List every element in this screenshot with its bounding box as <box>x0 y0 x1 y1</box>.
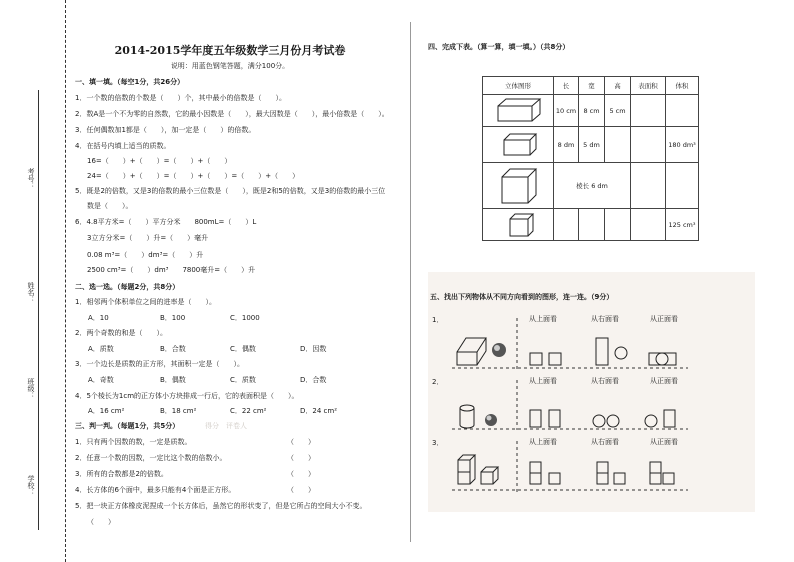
s1-item-4: 4．在括号内填上适当的质数。 <box>75 142 171 150</box>
s2-q4-opt-c: C．22 cm² <box>230 407 267 415</box>
s3-paren-3: （ ） <box>287 470 315 478</box>
s5-g2-right-label: 从右面看 <box>591 377 619 385</box>
label-exam-number: 考号： <box>27 168 35 189</box>
page-title: 2014-2015学年度五年级数学三月份月考试卷 <box>114 44 346 57</box>
s5-g2-top-label: 从上面看 <box>529 377 557 385</box>
s3-item-4: 4．长方体的6个面中，最多只能有4个面是正方形。 <box>75 486 236 494</box>
faint-score-mark: 得分 评卷人 <box>205 422 247 430</box>
s5-g3-right-label: 从右面看 <box>591 438 619 446</box>
s2-q3-opt-b: B．偶数 <box>160 376 186 384</box>
th-volume: 体积 <box>666 77 699 95</box>
s1-item-3: 3．任何偶数加1都是（ ），加一定是（ ）的倍数。 <box>75 126 256 134</box>
r1-width: 8 cm <box>579 95 605 127</box>
label-class: 班级： <box>27 378 35 399</box>
s3-item-2: 2．任意一个数的因数，一定比这个数的倍数小。 <box>75 454 227 462</box>
label-school: 学校： <box>27 475 35 496</box>
s2-q4-opt-d: D．24 cm² <box>300 407 337 415</box>
s5-g1-top-label: 从上面看 <box>529 315 557 323</box>
s2-q1-opt-c: C．1000 <box>230 314 260 322</box>
s2-q2: 2．两个奇数的和是（ ）。 <box>75 329 167 337</box>
s3-paren-1: （ ） <box>287 438 315 446</box>
r2-length: 8 dm <box>554 127 579 163</box>
s1-item-6b: 3立方分米=（ ）升=（ ）毫升 <box>87 234 209 242</box>
th-surface: 表面积 <box>631 77 666 95</box>
s3-paren-4: （ ） <box>287 486 315 494</box>
s2-q3-opt-c: C．质数 <box>230 376 256 384</box>
s1-item-4a: 16=（ ）+（ ）=（ ）+（ ） <box>87 157 232 165</box>
s3-item-3: 3．所有的合数都是2的倍数。 <box>75 470 168 478</box>
s2-q4-opt-b: B．18 cm² <box>160 407 197 415</box>
s1-item-6c: 0.08 m³=（ ）dm³=（ ）升 <box>87 251 204 259</box>
r2-width: 5 dm <box>579 127 605 163</box>
s2-q1: 1．相邻两个体积单位之间的进率是（ ）。 <box>75 298 216 306</box>
s2-q3: 3．一个边长是质数的正方形，其面积一定是（ ）。 <box>75 360 244 368</box>
section4-heading: 四、完成下表。（算一算，填一填。）（共8分） <box>428 43 570 51</box>
s2-q1-opt-b: B．100 <box>160 314 186 322</box>
label-name: 姓名： <box>27 282 35 303</box>
th-figure: 立体图形 <box>483 77 554 95</box>
s3-item-1: 1．只有两个因数的数，一定是质数。 <box>75 438 192 446</box>
s1-item-2: 2．数A是一个不为零的自然数，它的最小因数是（ ），最大因数是（ ），最小倍数是（ ）。 <box>75 110 389 118</box>
r1-height: 5 cm <box>605 95 631 127</box>
s1-item-5: 5．既是2的倍数，又是3的倍数的最小三位数是（ ），既是2和5的倍数，又是3的倍数的最小三位 <box>75 187 386 195</box>
s5-group2-num: 2． <box>432 378 444 386</box>
s5-g1-right-label: 从右面看 <box>591 315 619 323</box>
s2-q4: 4．5个棱长为1cm的正方体小方块排成一行后，它的表面积是（ ）。 <box>75 392 299 400</box>
s5-g1-front-label: 从正面看 <box>650 315 678 323</box>
th-height: 高 <box>605 77 631 95</box>
r2-volume: 180 dm³ <box>666 127 699 163</box>
s2-q1-opt-a: A．10 <box>88 314 109 322</box>
s2-q2-opt-d: D．因数 <box>300 345 327 353</box>
s2-q2-opt-b: B．合数 <box>160 345 186 353</box>
s5-group1-num: 1． <box>432 316 444 324</box>
section3-heading: 三、判一判。（每题1分，共5分） <box>75 422 180 430</box>
s3-paren-5: （ ） <box>87 518 115 526</box>
s3-paren-2: （ ） <box>287 454 315 462</box>
section1-heading: 一、填一填。（每空1分，共26分） <box>75 78 185 86</box>
r1-length: 10 cm <box>554 95 579 127</box>
s5-g3-front-label: 从正面看 <box>650 438 678 446</box>
s2-q3-opt-a: A．奇数 <box>88 376 114 384</box>
s1-item-6: 6．4.8平方米=（ ）平方分米 800mL=（ ）L <box>75 218 257 226</box>
s2-q3-opt-d: D．合数 <box>300 376 327 384</box>
r3-edge: 棱长 6 dm <box>554 163 631 209</box>
s3-item-5: 5．把一块正方体橡皮泥捏成一个长方体后，虽然它的形状变了，但是它所占的空间大小不变。 <box>75 502 367 510</box>
section5-heading: 五、找出下列物体从不同方向看到的图形，连一连。（9分） <box>430 293 614 301</box>
th-width: 宽 <box>579 77 605 95</box>
s5-group3-num: 3． <box>432 439 444 447</box>
s2-q2-opt-c: C．偶数 <box>230 345 256 353</box>
page-subtitle: 说明：用蓝色钢笔答题，满分100分。 <box>170 62 290 70</box>
section2-heading: 二、选一选。（每题2分，共8分） <box>75 283 180 291</box>
s1-item-5b: 数是（ ）。 <box>87 202 133 210</box>
s1-item-4b: 24=（ ）+（ ）=（ ）+（ ）=（ ）+（ ） <box>87 172 300 180</box>
s2-q2-opt-a: A．质数 <box>88 345 114 353</box>
s5-g3-top-label: 从上面看 <box>529 438 557 446</box>
s5-g2-front-label: 从正面看 <box>650 377 678 385</box>
s2-q4-opt-a: A．16 cm² <box>88 407 125 415</box>
s1-item-6d: 2500 cm³=（ ）dm³ 7800毫升=（ ）升 <box>87 266 256 274</box>
th-length: 长 <box>554 77 579 95</box>
r4-volume: 125 cm³ <box>666 209 699 241</box>
s1-item-1: 1．一个数的倍数的个数是（ ）个，其中最小的倍数是（ ）。 <box>75 94 286 102</box>
